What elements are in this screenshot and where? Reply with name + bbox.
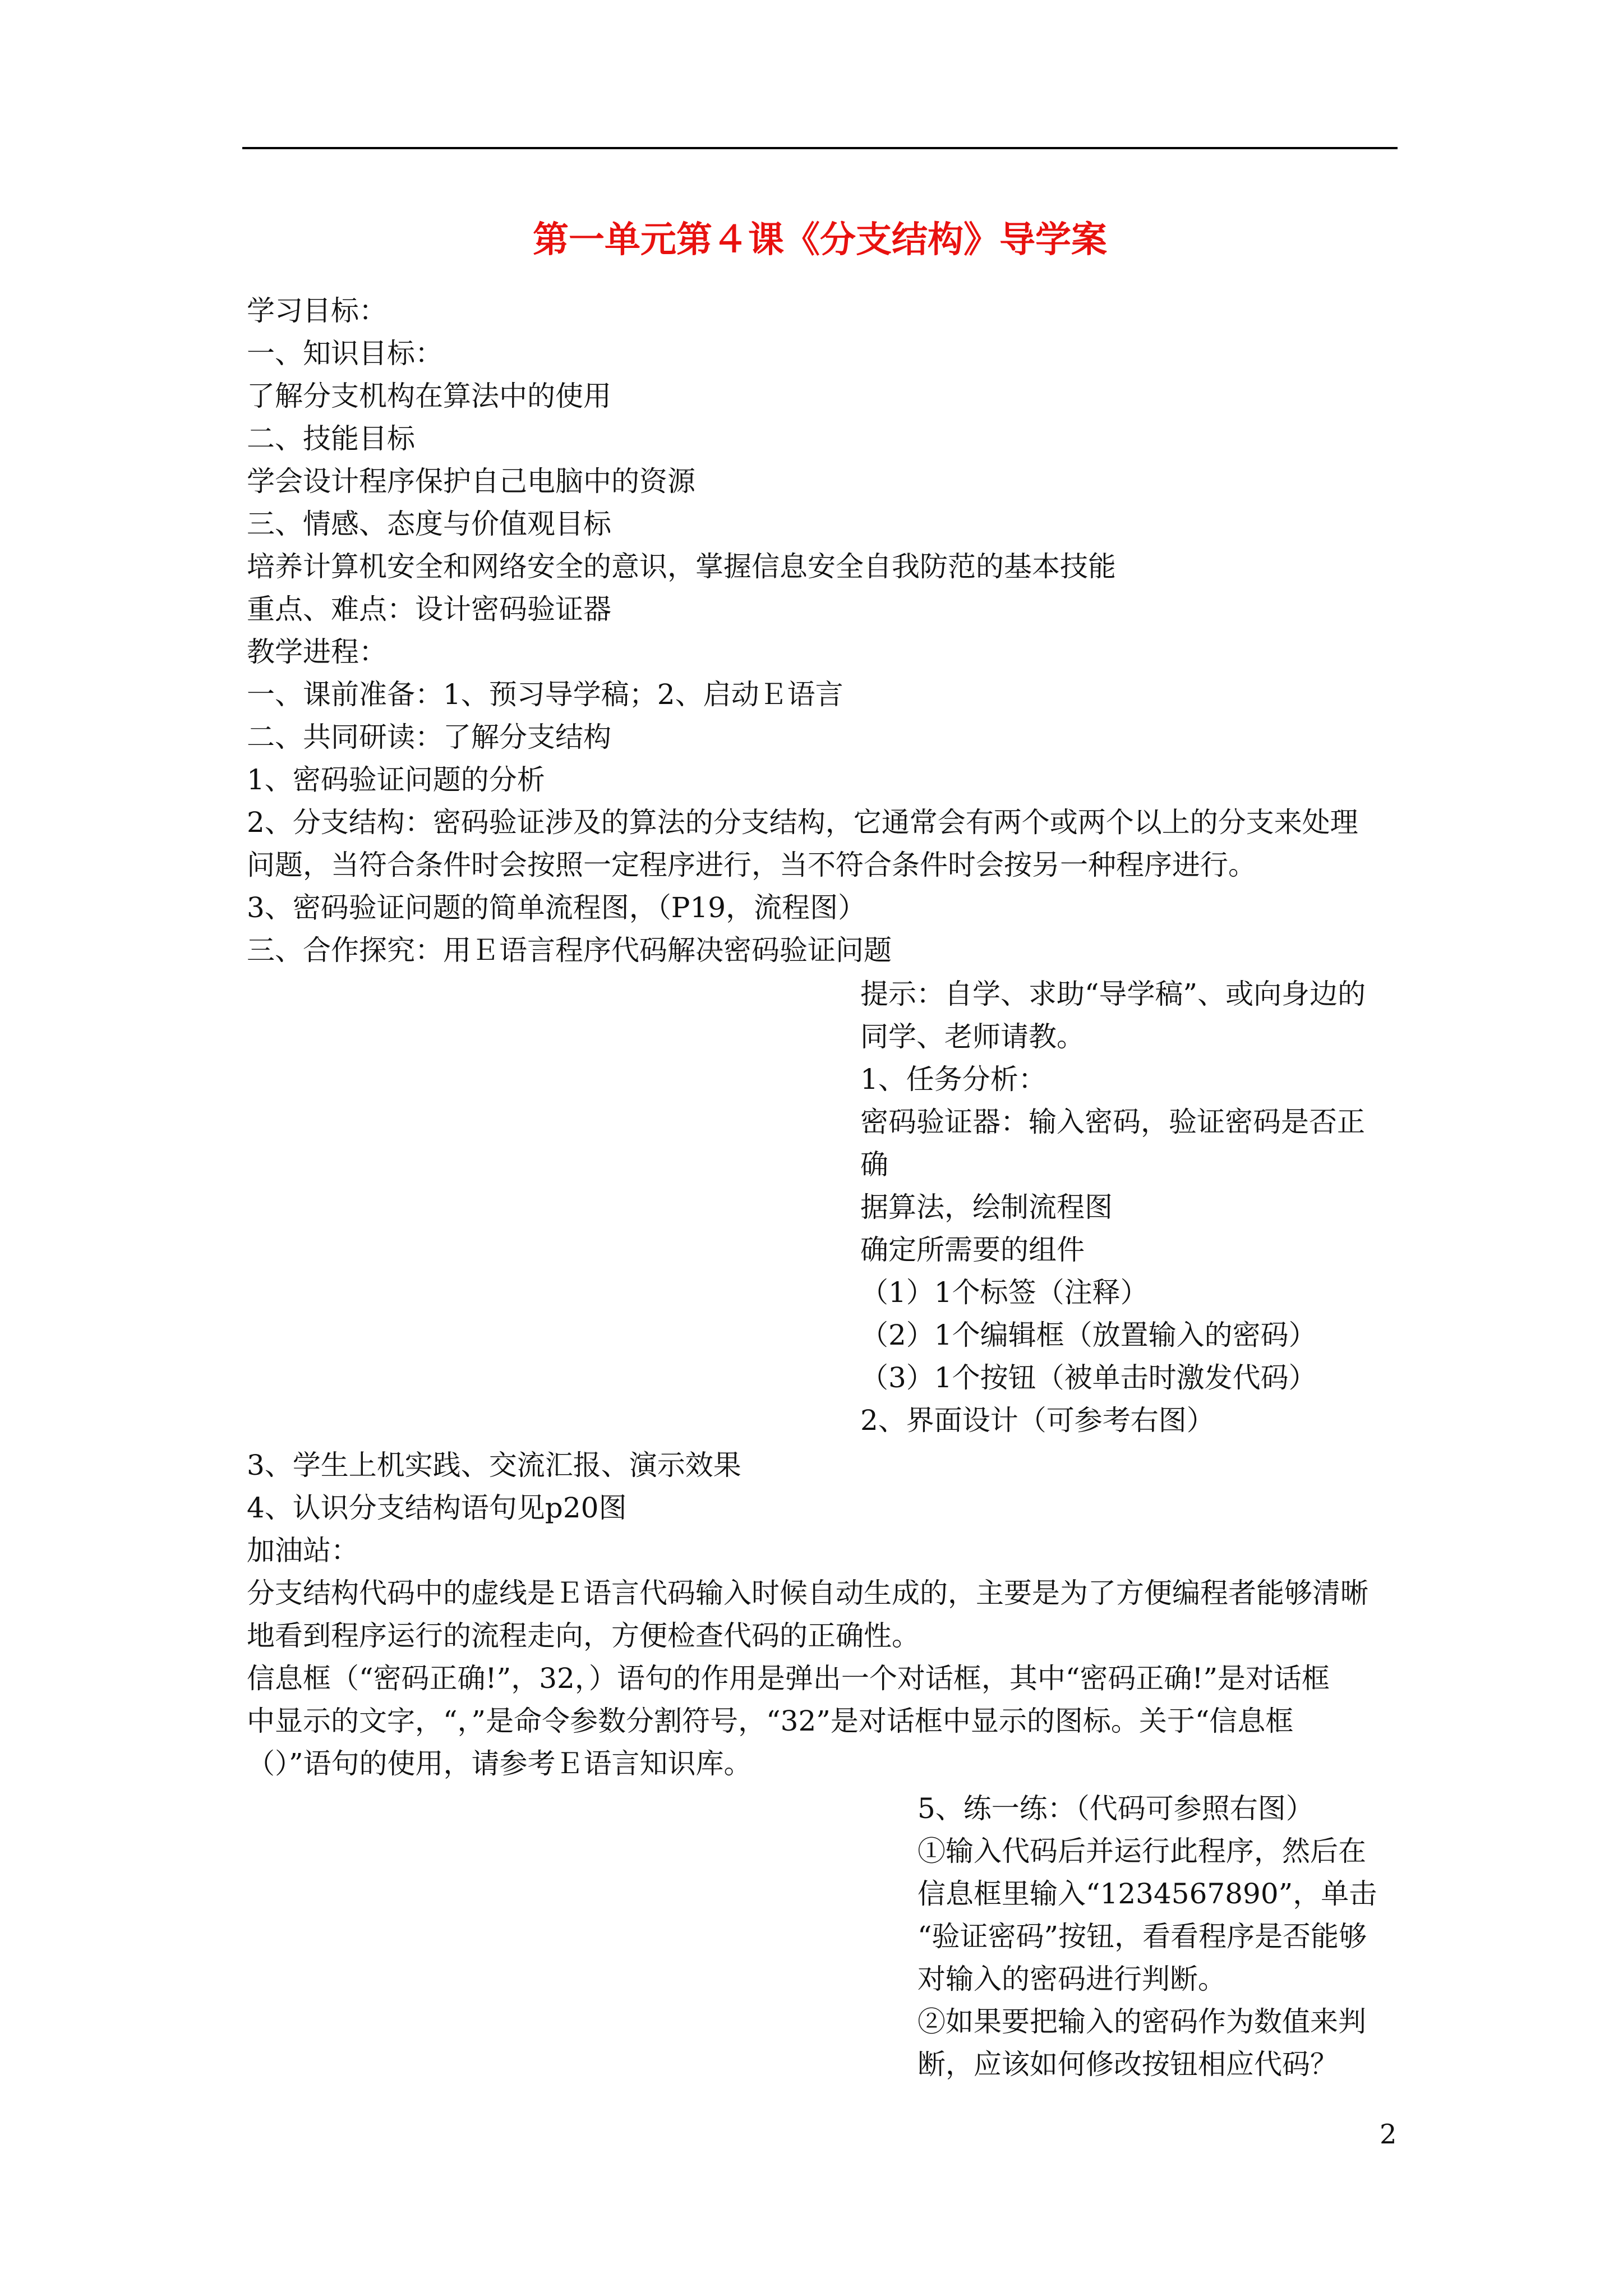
body-line: 一、知识目标： [247,337,443,370]
body-line: 分支结构代码中的虚线是Ｅ语言代码输入时候自动生成的，主要是为了方便编程者能够清晰 [247,1577,1368,1609]
right-column-line: 2、界面设计（可参考右图） [860,1404,1215,1437]
body-line: 问题，当符合条件时会按照一定程序进行，当不符合条件时会按另一种程序进行。 [247,849,1256,881]
right-column-line: 对输入的密码进行判断。 [917,1963,1226,1995]
body-line: 加油站： [247,1534,359,1567]
right-column-line: ①输入代码后并运行此程序，然后在 [917,1835,1366,1867]
header-rule [242,147,1398,149]
body-line: 1、密码验证问题的分析 [247,763,545,796]
body-line: 三、合作探究：用Ｅ语言程序代码解决密码验证问题 [247,934,892,967]
right-column-line: 密码验证器：输入密码，验证密码是否正 [860,1106,1365,1138]
body-line: 4、认识分支结构语句见p20图 [247,1492,627,1524]
right-column-line: 确 [860,1148,888,1181]
body-line: 重点、难点：设计密码验证器 [247,593,611,625]
right-column-line: （3）1个按钮（被单击时激发代码） [860,1361,1317,1394]
right-column-line: 提示：自学、求助“导学稿”、或向身边的 [860,978,1366,1010]
body-line: 教学进程： [247,636,387,668]
body-line: 培养计算机安全和网络安全的意识，掌握信息安全自我防范的基本技能 [247,550,1116,583]
body-line: 一、课前准备：1、预习导学稿；2、启动Ｅ语言 [247,678,843,711]
body-line: 3、学生上机实践、交流汇报、演示效果 [247,1449,741,1481]
body-line: 信息框（“密码正确!”，32，）语句的作用是弹出一个对话框，其中“密码正确!”是对话框 [247,1662,1330,1695]
body-line: 二、技能目标 [247,422,415,455]
body-line: 了解分支机构在算法中的使用 [247,380,611,412]
right-column-line: 同学、老师请教。 [860,1020,1085,1053]
right-column-line: 断，应该如何修改按钮相应代码？ [917,2048,1338,2081]
page-number: 2 [1380,2119,1397,2150]
body-line: 二、共同研读：了解分支结构 [247,721,611,753]
right-column-line: 1、任务分析： [860,1063,1046,1096]
right-column-line: 确定所需要的组件 [860,1234,1085,1266]
right-column-line: （1）1个标签（注释） [860,1276,1149,1309]
body-line: 地看到程序运行的流程走向，方便检查代码的正确性。 [247,1619,920,1652]
right-column-line: 信息框里输入“1234567890”，单击 [917,1878,1377,1910]
right-column-line: 据算法，绘制流程图 [860,1191,1113,1223]
right-column-line: “验证密码”按钮，看看程序是否能够 [917,1920,1367,1953]
body-line: 2、分支结构：密码验证涉及的算法的分支结构，它通常会有两个或两个以上的分支来处理 [247,806,1358,839]
body-line: 学会设计程序保护自己电脑中的资源 [247,465,695,498]
right-column-line: （2）1个编辑框（放置输入的密码） [860,1319,1317,1351]
body-line: 中显示的文字，“，”是命令参数分割符号，“32”是对话框中显示的图标。关于“信息框 [247,1705,1294,1737]
right-column-line: ②如果要把输入的密码作为数值来判 [917,2005,1366,2038]
document-title: 第一单元第４课《分支结构》导学案 [533,219,1107,261]
body-line: 3、密码验证问题的简单流程图，（P19，流程图） [247,891,866,924]
right-column-line: 5、练一练：（代码可参照右图） [917,1792,1314,1825]
body-line: 学习目标： [247,295,387,327]
body-line: 三、情感、态度与价值观目标 [247,508,611,540]
body-line: （）”语句的使用，请参考Ｅ语言知识库。 [247,1747,752,1780]
